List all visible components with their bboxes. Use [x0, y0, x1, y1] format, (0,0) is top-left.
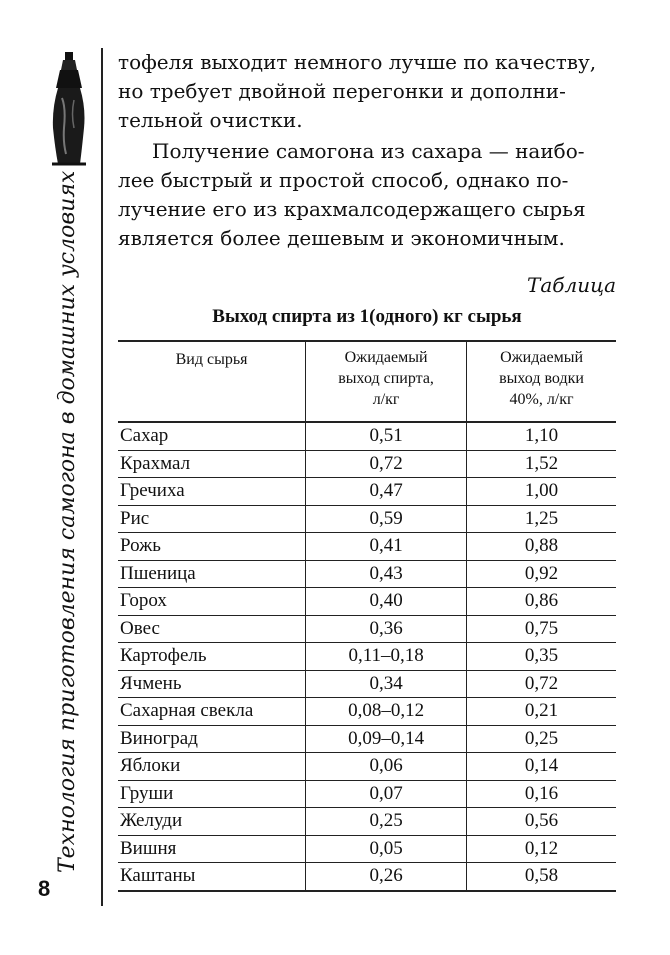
table-row [118, 643, 616, 671]
text-line: тельной очистки. [118, 108, 303, 132]
header-vodka-yield [467, 341, 616, 422]
text-line: Получение самогона из сахара — наибо- [152, 139, 585, 163]
table-label: Таблица [527, 273, 616, 297]
header-alcohol-yield [306, 341, 467, 422]
cell-vodka-yield: 0,56 [467, 808, 616, 836]
table-row [118, 670, 616, 698]
cell-material: Горох [118, 588, 306, 616]
header-line: л/кг [372, 391, 400, 408]
table-row [118, 863, 616, 891]
header-raw-material [118, 341, 306, 422]
cell-material: Гречиха [118, 478, 306, 506]
cell-alcohol-yield: 0,72 [306, 450, 467, 478]
text-line: лее быстрый и простой способ, однако по- [118, 168, 569, 192]
table-row [118, 725, 616, 753]
cell-alcohol-yield: 0,47 [306, 478, 467, 506]
cell-vodka-yield: 1,10 [467, 422, 616, 450]
table-row [118, 560, 616, 588]
text-line: является более дешевым и экономичным. [118, 226, 565, 250]
table-row [118, 450, 616, 478]
table-row [118, 478, 616, 506]
margin-rule [101, 48, 103, 906]
body-text [118, 48, 618, 253]
cell-vodka-yield: 0,58 [467, 863, 616, 891]
table-row [118, 780, 616, 808]
cell-alcohol-yield: 0,25 [306, 808, 467, 836]
paragraph-1 [118, 48, 618, 135]
cell-material: Картофель [118, 643, 306, 671]
table-body [118, 422, 616, 891]
page-number: 8 [38, 876, 51, 901]
cell-vodka-yield: 0,25 [467, 725, 616, 753]
cell-vodka-yield: 0,75 [467, 615, 616, 643]
cell-alcohol-yield: 0,08–0,12 [306, 698, 467, 726]
cell-vodka-yield: 0,14 [467, 753, 616, 781]
cell-material: Крахмал [118, 450, 306, 478]
cell-material: Ячмень [118, 670, 306, 698]
cell-material: Овес [118, 615, 306, 643]
paragraph-2 [118, 137, 618, 253]
cell-material: Желуди [118, 808, 306, 836]
table-header-row [118, 341, 616, 422]
cell-alcohol-yield: 0,34 [306, 670, 467, 698]
cell-material: Сахар [118, 422, 306, 450]
cell-material: Виноград [118, 725, 306, 753]
cell-alcohol-yield: 0,43 [306, 560, 467, 588]
cell-material: Рожь [118, 533, 306, 561]
header-line: Ожидаемый [500, 349, 584, 366]
cell-material: Вишня [118, 835, 306, 863]
table-row [118, 835, 616, 863]
cell-vodka-yield: 1,25 [467, 505, 616, 533]
cell-vodka-yield: 0,12 [467, 835, 616, 863]
bottle-figure-icon [48, 48, 90, 168]
page-sidebar [0, 0, 100, 955]
text-line: но требует двойной перегонки и дополни- [118, 79, 566, 103]
text-line: тофеля выходит немного лучше по качеству, [118, 50, 597, 74]
cell-alcohol-yield: 0,26 [306, 863, 467, 891]
cell-alcohol-yield: 0,36 [306, 615, 467, 643]
header-line: выход спирта, [338, 370, 434, 387]
table-row [118, 615, 616, 643]
header-line: Вид сырья [175, 351, 248, 368]
cell-material: Каштаны [118, 863, 306, 891]
table-row [118, 505, 616, 533]
header-line: 40%, л/кг [509, 391, 574, 408]
cell-vodka-yield: 0,72 [467, 670, 616, 698]
table-row [118, 422, 616, 450]
cell-vodka-yield: 0,86 [467, 588, 616, 616]
cell-material: Сахарная свекла [118, 698, 306, 726]
running-title: Технология приготовления самогона в домашних условиях [55, 170, 80, 873]
cell-alcohol-yield: 0,41 [306, 533, 467, 561]
cell-vodka-yield: 0,21 [467, 698, 616, 726]
table-row [118, 698, 616, 726]
cell-material: Груши [118, 780, 306, 808]
cell-alcohol-yield: 0,51 [306, 422, 467, 450]
cell-material: Яблоки [118, 753, 306, 781]
cell-vodka-yield: 0,35 [467, 643, 616, 671]
table-title: Выход спирта из 1(одного) кг сырья [212, 306, 522, 327]
header-line: Ожидаемый [344, 349, 428, 366]
table-row [118, 753, 616, 781]
text-line: лучение его из крахмалсодержащего сырья [118, 197, 586, 221]
cell-alcohol-yield: 0,59 [306, 505, 467, 533]
cell-vodka-yield: 0,16 [467, 780, 616, 808]
cell-alcohol-yield: 0,07 [306, 780, 467, 808]
table-row [118, 808, 616, 836]
yield-table [118, 340, 616, 892]
cell-vodka-yield: 1,52 [467, 450, 616, 478]
cell-vodka-yield: 0,88 [467, 533, 616, 561]
cell-vodka-yield: 0,92 [467, 560, 616, 588]
cell-material: Пшеница [118, 560, 306, 588]
table-row [118, 588, 616, 616]
header-line: выход водки [499, 370, 584, 387]
cell-alcohol-yield: 0,05 [306, 835, 467, 863]
cell-alcohol-yield: 0,11–0,18 [306, 643, 467, 671]
table-row [118, 533, 616, 561]
cell-alcohol-yield: 0,40 [306, 588, 467, 616]
cell-alcohol-yield: 0,09–0,14 [306, 725, 467, 753]
cell-vodka-yield: 1,00 [467, 478, 616, 506]
cell-material: Рис [118, 505, 306, 533]
cell-alcohol-yield: 0,06 [306, 753, 467, 781]
